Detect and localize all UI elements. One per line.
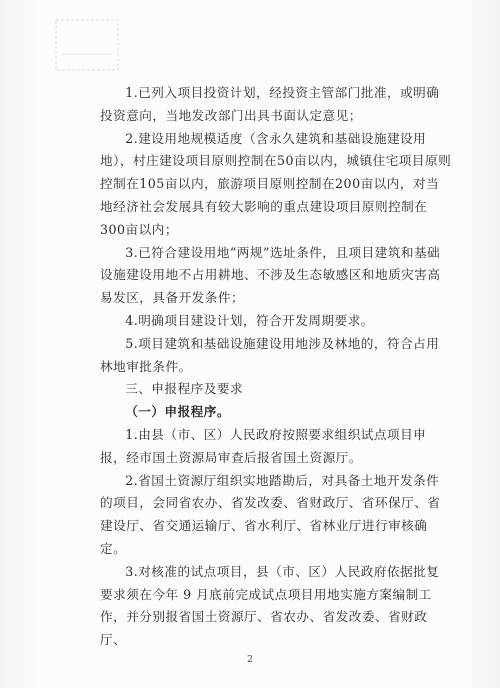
paragraph-4: 4.明确项目建设计划，符合开发周期要求。 bbox=[125, 312, 374, 328]
paragraph-5: 5.项目建筑和基础设施建设用地涉及林地的，符合占用林地审批条件。 bbox=[100, 335, 440, 374]
paragraph-6: 1.由县（市、区）人民政府按照要求组织试点项目申报，经市国土资源局审查后报省国土资源厅。 bbox=[100, 426, 427, 465]
faded-stamp bbox=[52, 14, 124, 78]
paragraph-8: 3.对核准的试点项目，县（市、区）人民政府依据批复要求须在今年 9 月底前完成试点项目用地实施方案编制工作，并分别报省国土资源厅、省农办、省发改委、省财政厅、 bbox=[100, 563, 440, 648]
paragraph-1: 1.已列入项目投资计划，经投资主管部门批准，或明确投资意向，当地发改部门出具书面认定意见； bbox=[100, 85, 440, 123]
subsection-heading: （一）申报程序。 bbox=[125, 404, 230, 420]
paragraph-3: 3.已符合建设用地“两规”选址条件，且项目建筑和基础设施建设用地不占用耕地、不涉及生态敏感区和地质灾害高易发区，具备开发条件； bbox=[100, 244, 441, 306]
document-body bbox=[100, 82, 452, 652]
page-number: 2 bbox=[247, 655, 253, 665]
section-heading: 三、申报程序及要求 bbox=[125, 381, 244, 397]
paragraph-7: 2.省国土资源厅组织实地踏勘后，对具备土地开发条件的项目，会同省农办、省发改委、省财政厅、省环保厅、省建设厅、省交通运输厅、省水利厅、省林业厅进行审核确定。 bbox=[100, 472, 441, 556]
paragraph-2: 2.建设用地规模适度（含永久建筑和基础设施建设用地），村庄建设项目原则控制在50亩以内，城镇住宅项目原则控制在105亩以内，旅游项目原则控制在200亩以内，对当地经济社会发展具有较大影响的重点建设项目原则控制在300亩以内； bbox=[100, 130, 452, 237]
